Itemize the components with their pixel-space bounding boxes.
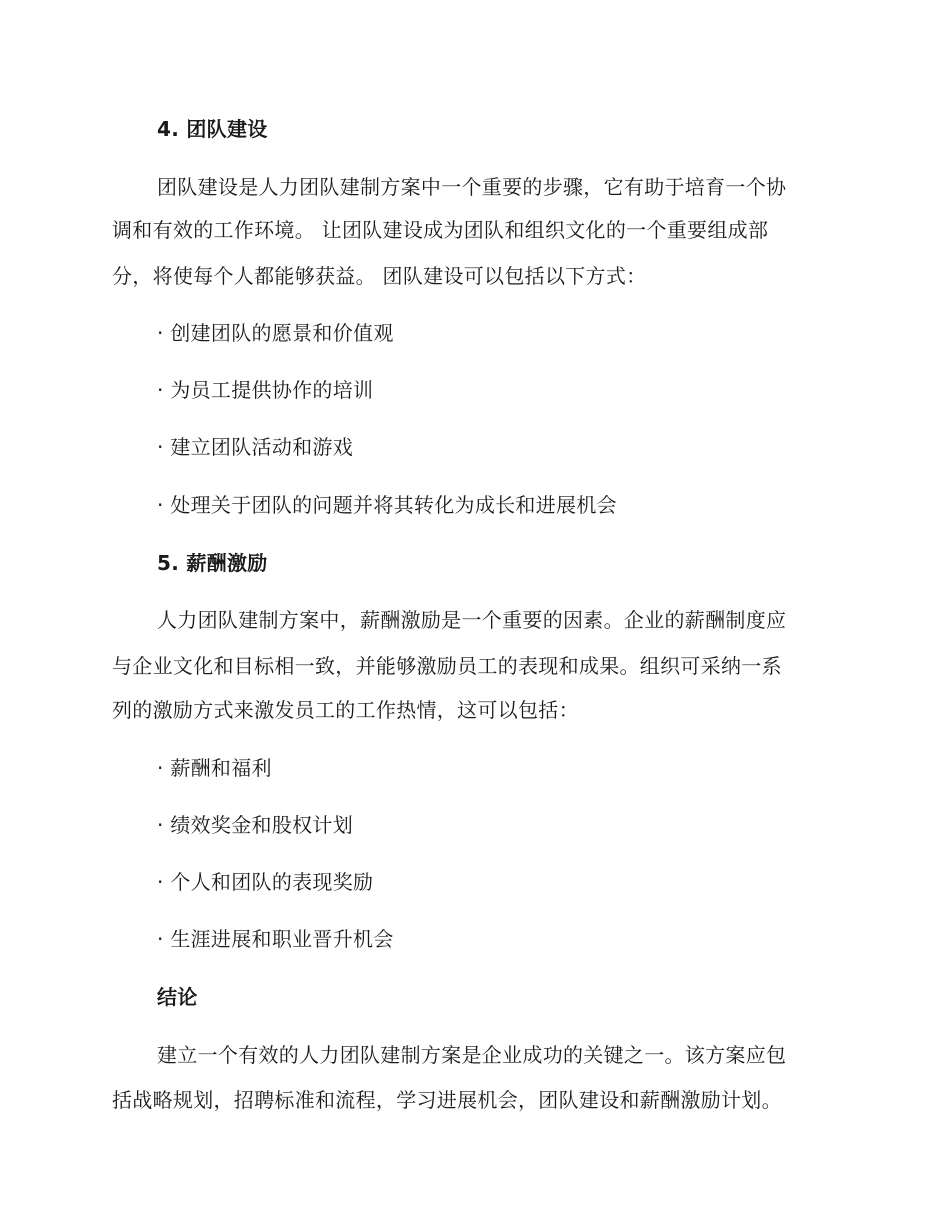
section-5-bullet-4: · 生涯进展和职业晋升机会 [157,927,394,951]
conclusion-heading: 结论 [157,985,198,1009]
section-5-paragraph-line-2: 与企业文化和目标相一致，并能够激励员工的表现和成果。组织可采纳一系 [112,654,782,678]
section-5-bullet-2: · 绩效奖金和股权计划 [157,813,354,837]
section-4-bullet-4: · 处理关于团队的问题并将其转化为成长和进展机会 [157,493,617,517]
section-4-heading: 4. 团队建设 [157,117,268,141]
section-4-paragraph-line-3: 分，将使每个人都能够获益。 团队建设可以包括以下方式： [112,264,647,288]
section-5-bullet-1: · 薪酬和福利 [157,756,272,780]
section-4-bullet-1: · 创建团队的愿景和价值观 [157,321,394,345]
section-4-paragraph-line-2: 调和有效的工作环境。 让团队建设成为团队和组织文化的一个重要组成部 [112,218,769,242]
section-4-bullet-3: · 建立团队活动和游戏 [157,435,354,459]
section-4-bullet-2: · 为员工提供协作的培训 [157,378,374,402]
section-5-bullet-3: · 个人和团队的表现奖励 [157,870,374,894]
section-5-paragraph-line-1: 人力团队建制方案中，薪酬激励是一个重要的因素。企业的薪酬制度应 [157,608,787,632]
section-5-paragraph-line-3: 列的激励方式来激发员工的工作热情，这可以包括： [112,698,579,722]
conclusion-paragraph-line-1: 建立一个有效的人力团队建制方案是企业成功的关键之一。该方案应包 [157,1043,787,1067]
conclusion-paragraph-line-2: 括战略规划，招聘标准和流程，学习进展机会，团队建设和薪酬激励计划。 [112,1088,782,1112]
section-4-paragraph-line-1: 团队建设是人力团队建制方案中一个重要的步骤，它有助于培育一个协 [157,175,787,199]
section-5-heading: 5. 薪酬激励 [157,551,268,575]
